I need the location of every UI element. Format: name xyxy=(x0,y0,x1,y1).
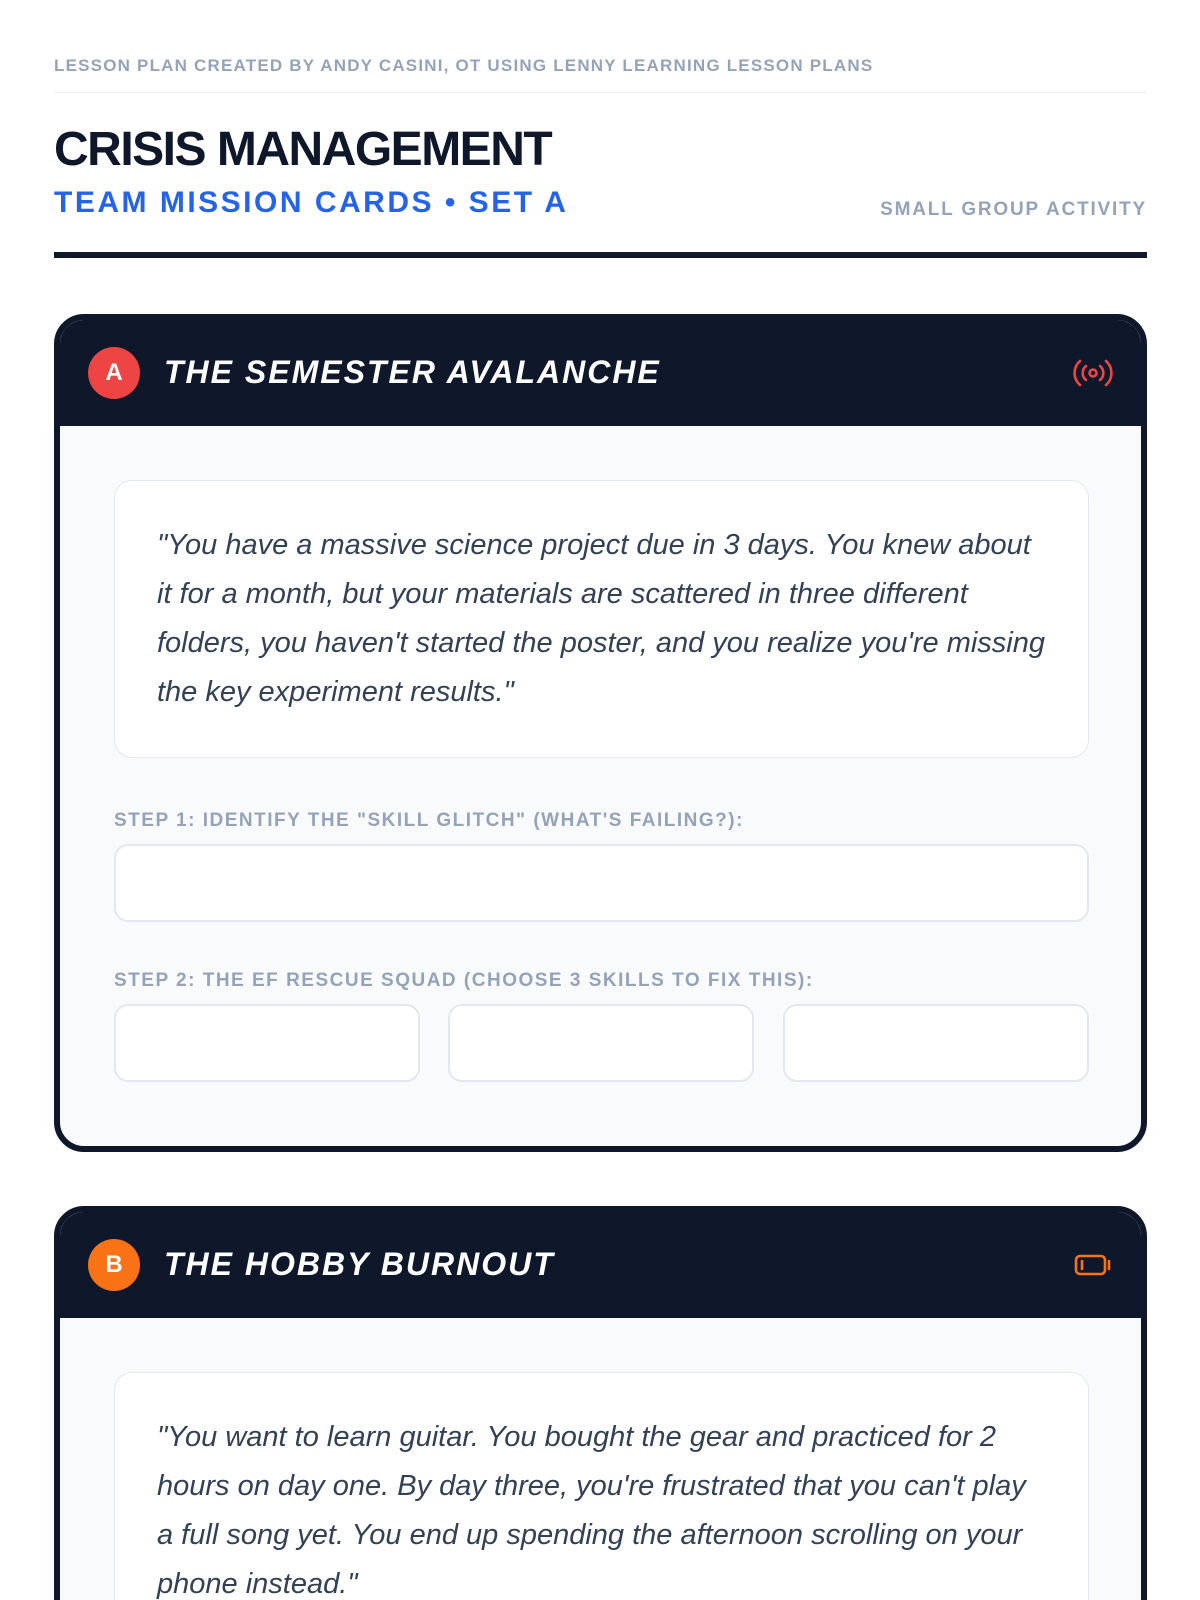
scenario-text: "You want to learn guitar. You bought the gear and practiced for 2 hours on day one. By day three, you're frustrated that you can't play a full song yet. You end up spending the afternoon scrolling on your phone instead." xyxy=(114,1372,1089,1600)
card-title: THE HOBBY BURNOUT xyxy=(164,1246,555,1282)
mission-card-a xyxy=(54,314,1147,1152)
page-subtitle: TEAM MISSION CARDS • SET A xyxy=(54,186,569,219)
page-title: CRISIS MANAGEMENT xyxy=(54,123,552,176)
credit-divider xyxy=(54,92,1147,93)
activity-type-label: SMALL GROUP ACTIVITY xyxy=(880,199,1147,220)
lesson-credit: LESSON PLAN CREATED BY ANDY CASINI, OT USING LENNY LEARNING LESSON PLANS xyxy=(54,56,874,75)
card-letter-badge: A xyxy=(88,347,140,399)
card-header xyxy=(60,1212,1141,1318)
rescue-skill-field-2[interactable] xyxy=(448,1004,754,1082)
broadcast-alert-icon xyxy=(1073,356,1113,390)
rescue-skill-field-3[interactable] xyxy=(783,1004,1089,1082)
step2-label: STEP 2: THE EF RESCUE SQUAD (CHOOSE 3 SKILLS TO FIX THIS): xyxy=(114,970,814,991)
scenario-text: "You have a massive science project due in 3 days. You knew about it for a month, but your materials are scattered in three different folders, you haven't started the poster, and you realize you're missing the key experiment results." xyxy=(114,480,1089,758)
card-letter-badge: B xyxy=(88,1239,140,1291)
card-header xyxy=(60,320,1141,426)
skill-glitch-answer-field[interactable] xyxy=(114,844,1089,922)
low-battery-icon xyxy=(1073,1248,1113,1282)
card-title: THE SEMESTER AVALANCHE xyxy=(164,354,661,390)
header-divider xyxy=(54,252,1147,258)
step1-label: STEP 1: IDENTIFY THE "SKILL GLITCH" (WHAT'S FAILING?): xyxy=(114,810,744,831)
mission-card-b xyxy=(54,1206,1147,1600)
rescue-skill-field-1[interactable] xyxy=(114,1004,420,1082)
